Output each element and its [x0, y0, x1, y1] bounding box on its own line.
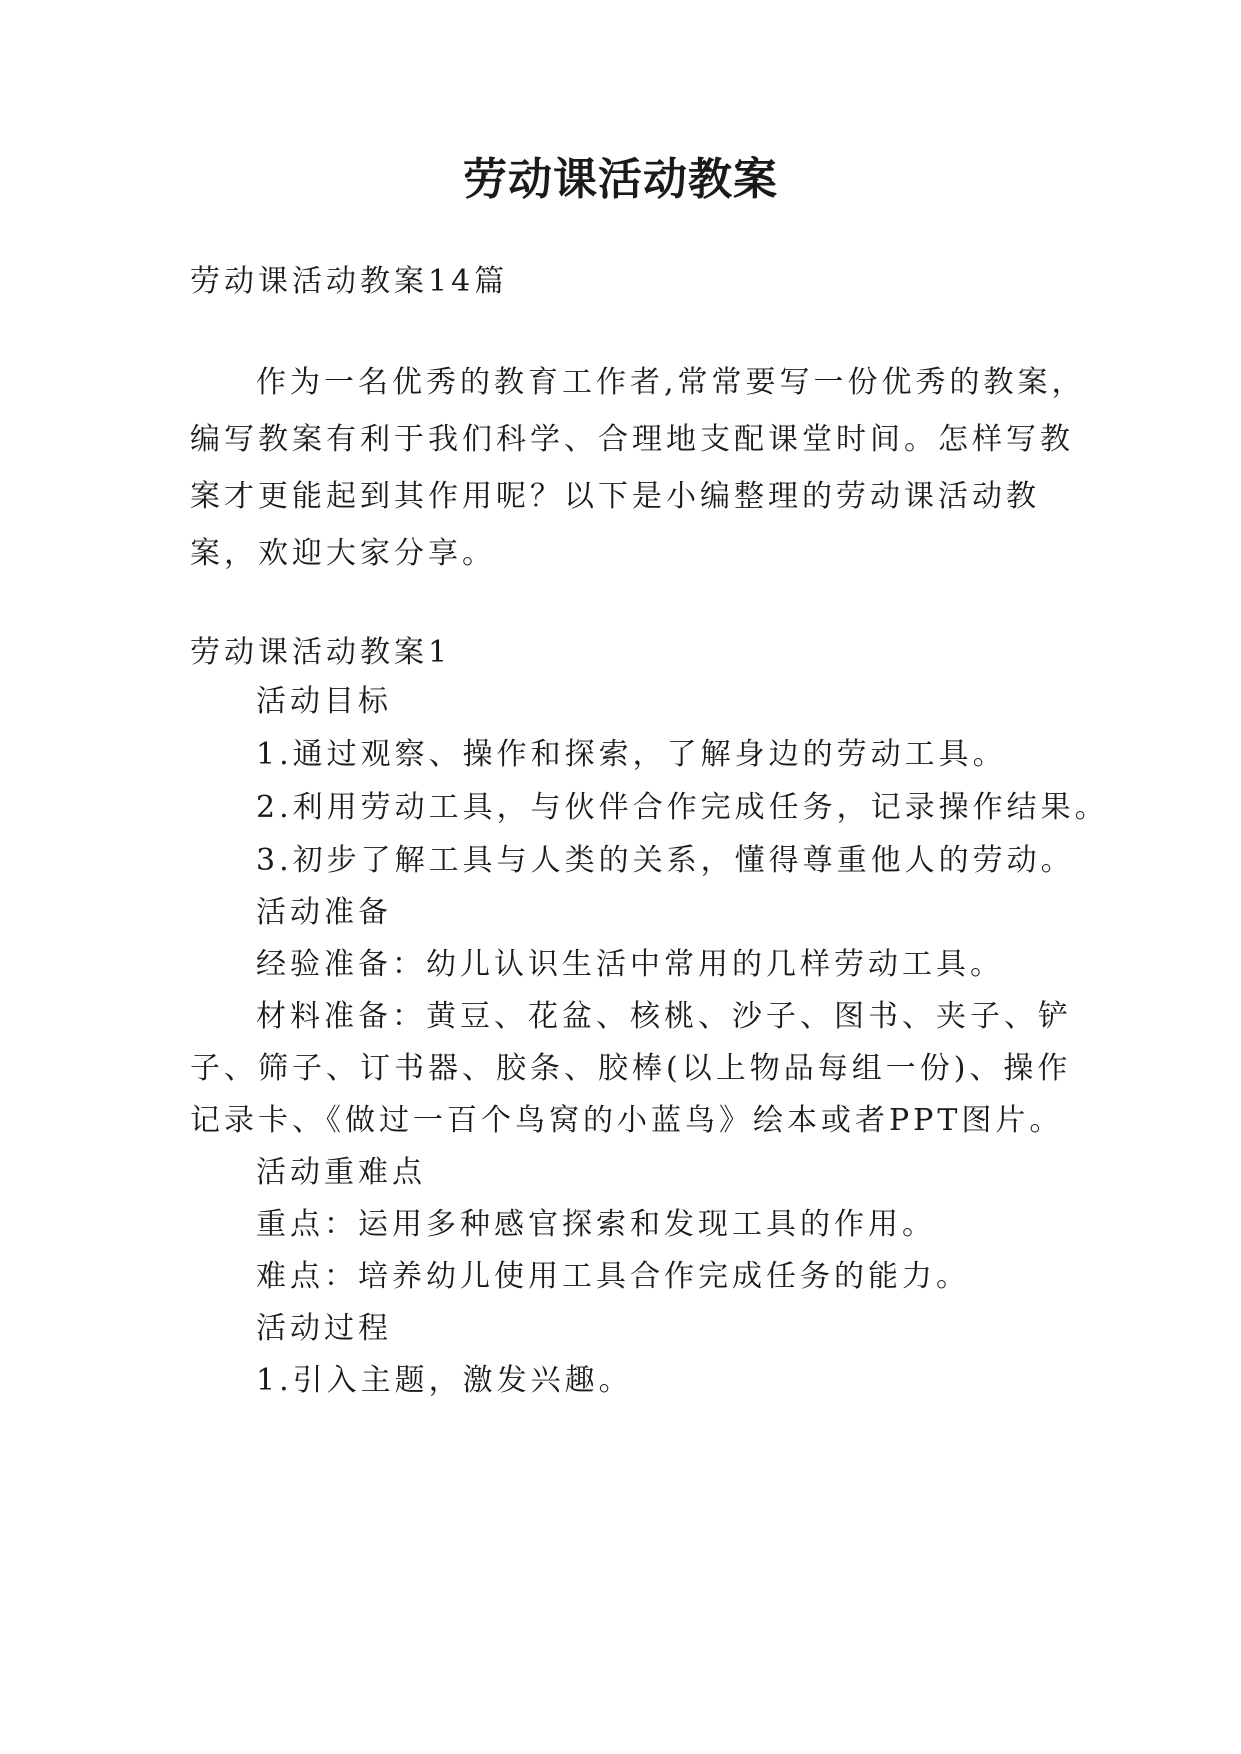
prep-materials-line-3: 记录卡、《做过一百个鸟窝的小蓝鸟》绘本或者PPT图片。 — [190, 1103, 1064, 1138]
goal-item-1: 1.通过观察、操作和探索，了解身边的劳动工具。 — [256, 737, 1007, 772]
process-step-1: 1.引入主题，激发兴趣。 — [256, 1363, 633, 1398]
prep-experience: 经验准备：幼儿认识生活中常用的几样劳动工具。 — [256, 947, 1004, 982]
goal-item-3: 3.初步了解工具与人类的关系，懂得尊重他人的劳动。 — [256, 843, 1075, 878]
goals-heading: 活动目标 — [256, 684, 392, 719]
key-point: 重点：运用多种感官探索和发现工具的作用。 — [256, 1207, 936, 1242]
document-title: 劳动课活动教案 — [463, 154, 778, 205]
goal-item-2: 2.利用劳动工具，与伙伴合作完成任务，记录操作结果。 — [256, 790, 1109, 825]
prep-materials-line-1: 材料准备：黄豆、花盆、核桃、沙子、图书、夹子、铲 — [256, 999, 1072, 1034]
prep-heading: 活动准备 — [256, 895, 392, 930]
intro-line-3: 案才更能起到其作用呢？以下是小编整理的劳动课活动教 — [190, 479, 1040, 514]
section-heading: 劳动课活动教案1 — [190, 635, 452, 670]
document-subtitle: 劳动课活动教案14篇 — [190, 264, 509, 299]
difficulty-heading: 活动重难点 — [256, 1155, 426, 1190]
intro-line-4: 案，欢迎大家分享。 — [190, 536, 496, 571]
intro-line-2: 编写教案有利于我们科学、合理地支配课堂时间。怎样写教 — [190, 422, 1074, 457]
intro-line-1: 作为一名优秀的教育工作者,常常要写一份优秀的教案， — [256, 365, 1086, 400]
process-heading: 活动过程 — [256, 1311, 392, 1346]
prep-materials-line-2: 子、筛子、订书器、胶条、胶棒(以上物品每组一份)、操作 — [190, 1051, 1072, 1086]
difficult-point: 难点：培养幼儿使用工具合作完成任务的能力。 — [256, 1259, 970, 1294]
